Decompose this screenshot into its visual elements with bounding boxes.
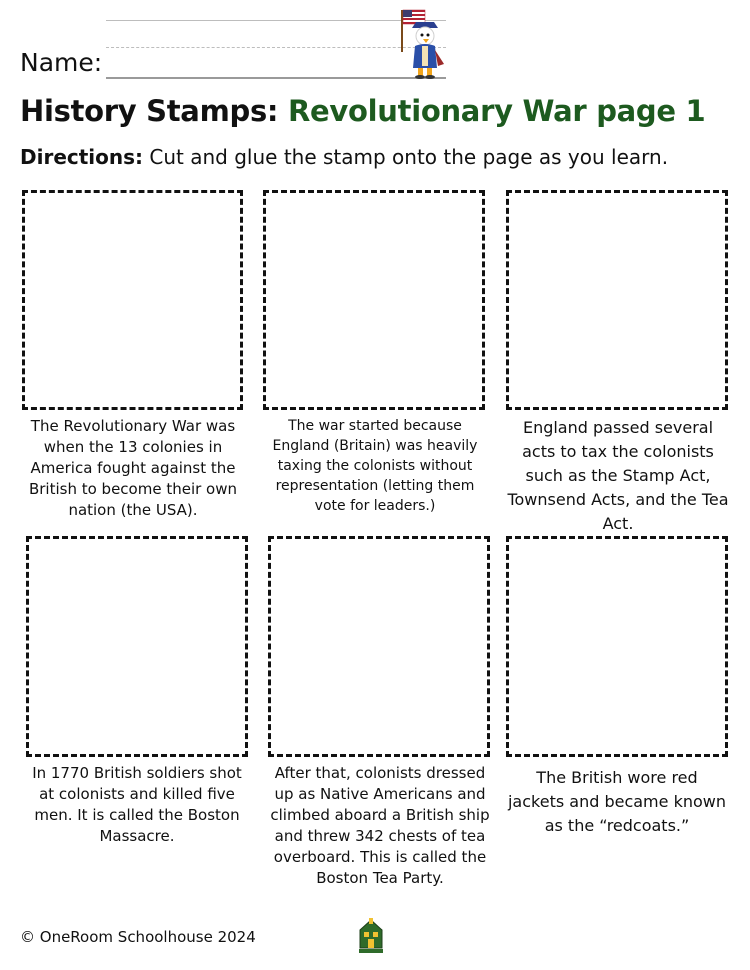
stamp-caption-1: The Revolutionary War was when the 13 colonies in America fought against the British to become their own nation (the USA). (28, 417, 238, 519)
directions-text: Cut and glue the stamp onto the page as you learn. (149, 145, 669, 169)
name-label: Name: (20, 48, 103, 77)
stamp-box-1[interactable] (22, 190, 243, 410)
title-prefix: History Stamps: (20, 94, 279, 128)
directions (20, 145, 668, 169)
stamp-box-3[interactable] (506, 190, 728, 410)
stamp-box-4[interactable] (26, 536, 248, 757)
page-title (20, 94, 705, 128)
stamp-box-2[interactable] (263, 190, 485, 410)
stamp-box-5[interactable] (268, 536, 490, 757)
stamp-caption-3: England passed several acts to tax the colonists such as the Stamp Act, Townsend Acts, and the Tea Act. (507, 418, 729, 533)
directions-label: Directions: (20, 145, 144, 169)
stamp-caption-6: The British wore red jackets and became known as the “redcoats.” (507, 768, 726, 835)
eagle-mascot-with-flag-icon (388, 6, 450, 80)
schoolhouse-logo-icon (358, 918, 384, 954)
stamp-caption-4: In 1770 British soldiers shot at colonists and killed five men. It is called the Boston Massacre. (32, 764, 242, 845)
stamp-box-6[interactable] (506, 536, 728, 757)
copyright-text: © OneRoom Schoolhouse 2024 (20, 928, 256, 946)
stamp-caption-2: The war started because England (Britain) was heavily taxing the colonists without representation (letting them vote for leaders.) (272, 418, 478, 514)
title-accent: Revolutionary War page 1 (288, 94, 706, 128)
stamp-caption-5: After that, colonists dressed up as Native Americans and climbed aboard a British ship and threw 342 chests of tea overboard. This is called the Boston Tea Party. (270, 764, 490, 887)
